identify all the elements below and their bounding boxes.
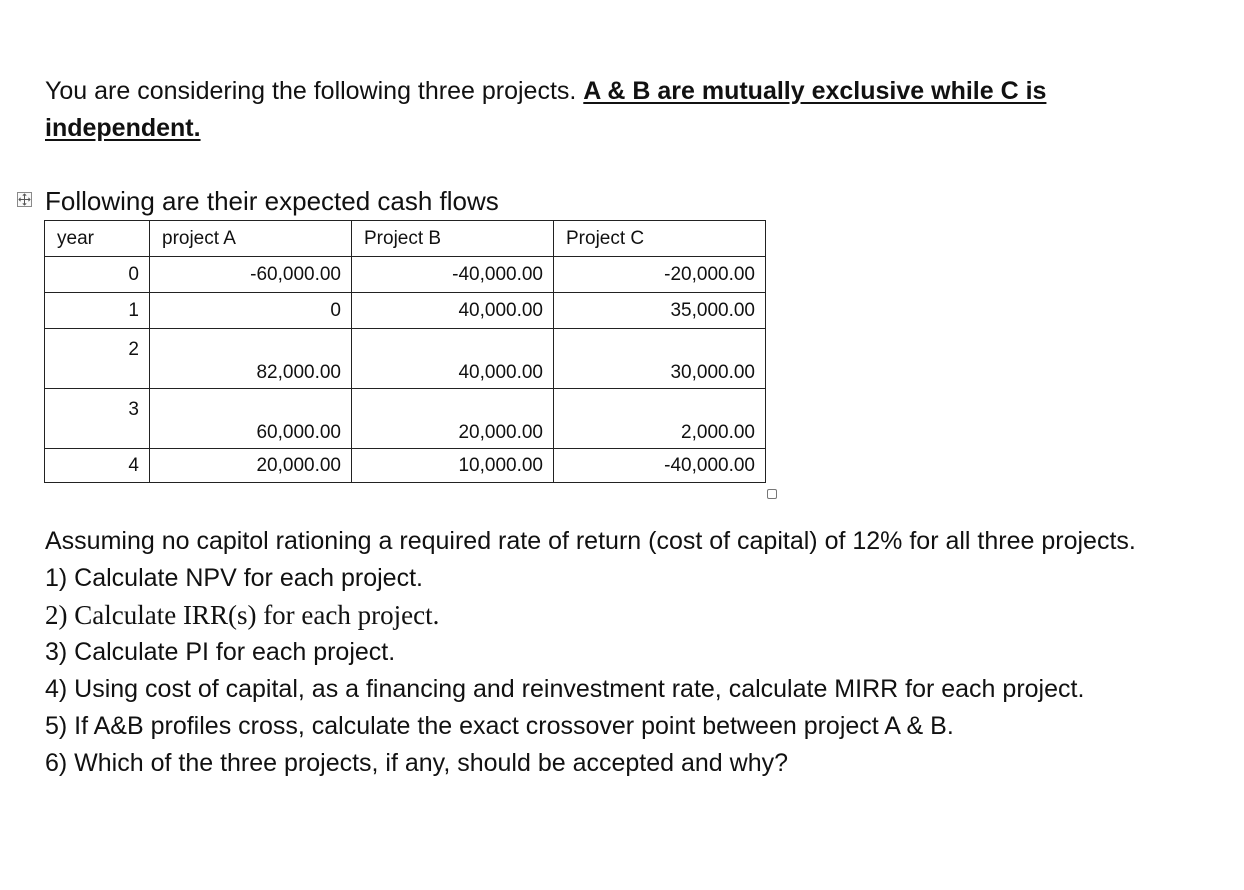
- questions-block: [45, 523, 1165, 782]
- cell-project-b: 10,000.00: [352, 449, 554, 483]
- header-project-b: Project B: [352, 221, 554, 257]
- cell-project-b: -40,000.00: [352, 257, 554, 293]
- question-3: 3) Calculate PI for each project.: [45, 638, 396, 666]
- table-row: [45, 257, 766, 293]
- header-project-a: project A: [150, 221, 352, 257]
- table-header-row: [45, 221, 766, 257]
- header-project-c: Project C: [554, 221, 766, 257]
- cell-project-a: 20,000.00: [150, 449, 352, 483]
- header-year: year: [45, 221, 150, 257]
- table-row: [45, 449, 766, 483]
- question-4: 4) Using cost of capital, as a financing and reinvestment rate, calculate MIRR for each project.: [45, 675, 1085, 703]
- question-1: 1) Calculate NPV for each project.: [45, 564, 423, 592]
- cell-project-c: 35,000.00: [554, 293, 766, 329]
- cell-year: 1: [45, 293, 150, 329]
- cash-flow-table: [44, 220, 766, 483]
- cell-year: 0: [45, 257, 150, 293]
- cell-project-b: 40,000.00: [352, 329, 554, 389]
- cell-project-c: -20,000.00: [554, 257, 766, 293]
- assumption-text: Assuming no capitol rationing a required rate of return (cost of capital) of 12% for all three projects.: [45, 527, 1136, 555]
- intro-emphasis: A & B are mutually exclusive while C is independent.: [45, 77, 1047, 142]
- cell-project-b: 20,000.00: [352, 389, 554, 449]
- cell-year: 2: [45, 329, 150, 389]
- intro-paragraph: [45, 73, 1165, 147]
- table-row: [45, 329, 766, 389]
- cell-project-a: 60,000.00: [150, 389, 352, 449]
- intro-text: You are considering the following three projects.: [45, 77, 584, 105]
- resize-square-icon[interactable]: [767, 489, 777, 499]
- table-row: [45, 293, 766, 329]
- cell-project-b: 40,000.00: [352, 293, 554, 329]
- question-2: 2) Calculate IRR(s) for each project.: [45, 600, 440, 630]
- cell-project-c: 30,000.00: [554, 329, 766, 389]
- table-caption: Following are their expected cash flows: [45, 186, 499, 216]
- cell-year: 3: [45, 389, 150, 449]
- cell-project-a: 0: [150, 293, 352, 329]
- cell-project-c: -40,000.00: [554, 449, 766, 483]
- move-arrows-icon: [18, 193, 31, 206]
- cell-project-a: -60,000.00: [150, 257, 352, 293]
- table-move-icon[interactable]: [17, 192, 32, 207]
- cell-project-a: 82,000.00: [150, 329, 352, 389]
- table-row: [45, 389, 766, 449]
- question-6: 6) Which of the three projects, if any, should be accepted and why?: [45, 749, 789, 777]
- cell-project-c: 2,000.00: [554, 389, 766, 449]
- question-5: 5) If A&B profiles cross, calculate the exact crossover point between project A & B.: [45, 712, 954, 740]
- cell-year: 4: [45, 449, 150, 483]
